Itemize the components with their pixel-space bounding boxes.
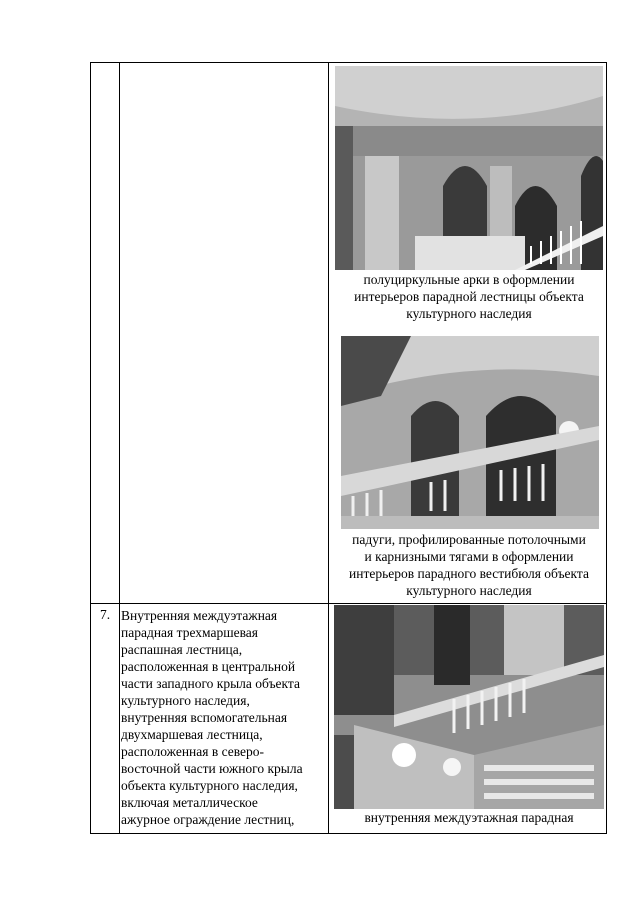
row-description bbox=[121, 607, 327, 828]
row-number: 7. bbox=[99, 607, 111, 622]
description-line: внутренняя вспомогательная bbox=[121, 710, 288, 725]
description-line: расположенная в северо- bbox=[121, 744, 265, 759]
description-line: объекта культурного наследия, bbox=[121, 778, 298, 793]
objects-table bbox=[90, 62, 607, 834]
description-line: культурного наследия, bbox=[121, 693, 250, 708]
caption-line: внутренняя междуэтажная парадная bbox=[364, 810, 574, 825]
vestibule-photo bbox=[341, 336, 599, 529]
caption-line: падуги, профилированные потолочными bbox=[352, 532, 586, 547]
caption-line: интерьеров парадного вестибюля объекта bbox=[349, 566, 589, 581]
staircase-photo bbox=[334, 605, 604, 809]
description-line: расположенная в центральной bbox=[121, 659, 296, 674]
column-divider bbox=[119, 63, 120, 833]
row-divider bbox=[91, 603, 606, 604]
figure-caption bbox=[331, 531, 607, 599]
description-line: ажурное ограждение лестниц, bbox=[121, 812, 295, 827]
arches-photo bbox=[335, 66, 603, 270]
description-line: двухмаршевая лестница, bbox=[121, 727, 263, 742]
description-line: части западного крыла объекта bbox=[121, 676, 300, 691]
caption-line: культурного наследия bbox=[406, 583, 532, 598]
figure-caption bbox=[331, 809, 607, 826]
description-line: парадная трехмаршевая bbox=[121, 625, 258, 640]
figure-caption bbox=[331, 271, 607, 322]
column-divider bbox=[328, 63, 329, 833]
caption-line: и карнизными тягами в оформлении bbox=[364, 549, 574, 564]
description-line: распашная лестница, bbox=[121, 642, 243, 657]
caption-line: интерьеров парадной лестницы объекта bbox=[354, 289, 584, 304]
description-line: Внутренняя междуэтажная bbox=[121, 608, 278, 623]
description-line: восточной части южного крыла bbox=[121, 761, 303, 776]
caption-line: полуциркульные арки в оформлении bbox=[363, 272, 575, 287]
caption-line: культурного наследия bbox=[406, 306, 532, 321]
description-line: включая металлическое bbox=[121, 795, 258, 810]
